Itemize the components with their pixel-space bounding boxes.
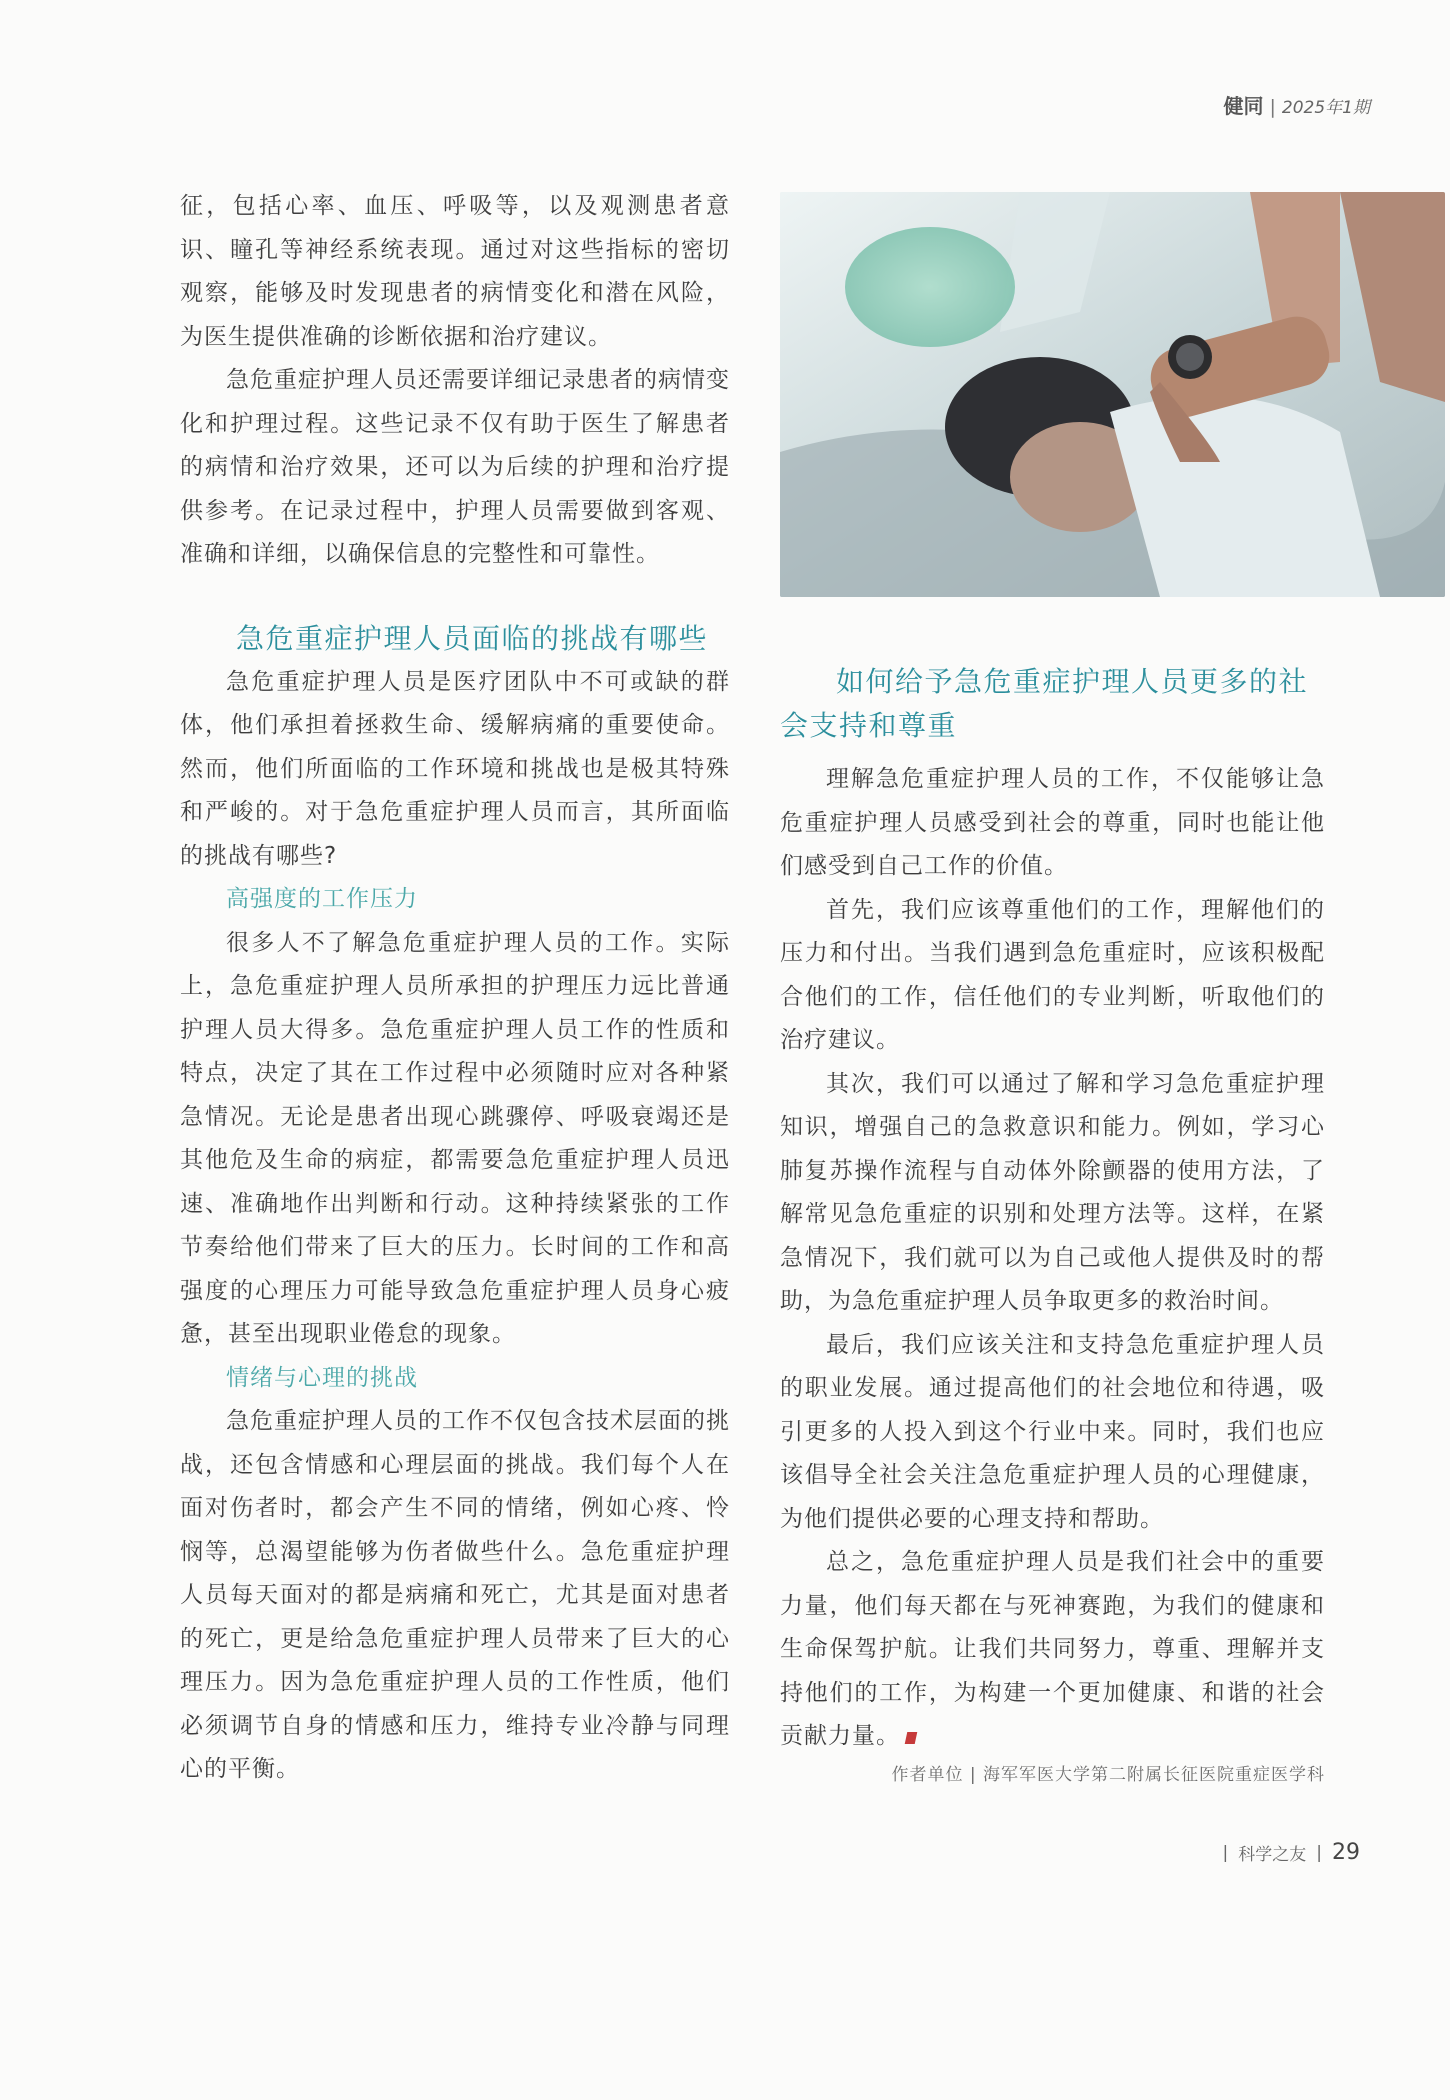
paragraph: 征，包括心率、血压、呼吸等，以及观测患者意识、瞳孔等神经系统表现。通过对这些指标的密切观察，能够及时发现患者的病情变化和潜在风险，为医生提供准确的诊断依据和治疗建议。	[180, 193, 730, 350]
paragraph: 理解急危重症护理人员的工作，不仅能够让急危重症护理人员感受到社会的尊重，同时也能让他们感受到自己工作的价值。	[780, 766, 1325, 879]
header-separator: |	[1269, 96, 1276, 118]
left-column	[180, 185, 730, 1792]
subheading-work-pressure: 高强度的工作压力	[226, 886, 418, 912]
paragraph-closing	[780, 1541, 1325, 1759]
subheading-emotional-challenge: 情绪与心理的挑战	[226, 1364, 418, 1391]
section-title-support: 如何给予急危重症护理人员更多的社会支持和尊重	[780, 665, 1309, 742]
closing-text: 总之，急危重症护理人员是我们社会中的重要力量，他们每天都在与死神赛跑，为我们的健康和生命保驾护航。让我们共同努力，尊重、理解并支持他们的工作，为构建一个更加健康、和谐的社会贡献力量。	[780, 1549, 1325, 1749]
page-footer	[1223, 1840, 1360, 1865]
journal-name: 健同	[1223, 94, 1264, 118]
paragraph: 很多人不了解急危重症护理人员的工作。实际上，急危重症护理人员所承担的护理压力远比普通护理人员大得多。急危重症护理人员工作的性质和特点，决定了其在工作过程中必须随时应对各种紧急情况。无论是患者出现心跳骤停、呼吸衰竭还是其他危及生命的病症，都需要急危重症护理人员迅速、准确地作出判断和行动。这种持续紧张的工作节奏给他们带来了巨大的压力。长时间的工作和高强度的心理压力可能导致急危重症护理人员身心疲惫，甚至出现职业倦怠的现象。	[180, 929, 730, 1347]
author-affiliation: 作者单位 | 海军军医大学第二附属长征医院重症医学科	[891, 1765, 1325, 1785]
paragraph: 急危重症护理人员是医疗团队中不可或缺的群体，他们承担着拯救生命、缓解病痛的重要使命。然而，他们所面临的工作环境和挑战也是极其特殊和严峻的。对于急危重症护理人员而言，其所面临的挑战有哪些?	[180, 668, 730, 869]
paragraph: 其次，我们可以通过了解和学习急危重症护理知识，增强自己的急救意识和能力。例如，学习心肺复苏操作流程与自动体外除颤器的使用方法，了解常见急危重症的识别和处理方法等。这样，在紧急情况下，我们就可以为自己或他人提供及时的帮助，为急危重症护理人员争取更多的救治时间。	[780, 1070, 1325, 1314]
section-title-challenges: 急危重症护理人员面临的挑战有哪些	[236, 621, 709, 655]
paragraph: 急危重症护理人员的工作不仅包含技术层面的挑战，还包含情感和心理层面的挑战。我们每个人在面对伤者时，都会产生不同的情绪，例如心疼、怜悯等，总渴望能够为伤者做些什么。急危重症护理人员每天面对的都是病痛和死亡，尤其是面对患者的死亡，更是给急危重症护理人员带来了巨大的心理压力。因为急危重症护理人员的工作性质，他们必须调节自身的情感和压力，维持专业冷静与同理心的平衡。	[180, 1408, 730, 1782]
issue-label: 2025年1期	[1281, 98, 1370, 118]
cpr-photo	[780, 192, 1445, 597]
page-number: 29	[1332, 1840, 1360, 1865]
end-of-article-mark	[905, 1732, 918, 1744]
running-header	[1224, 90, 1371, 119]
paragraph: 首先，我们应该尊重他们的工作，理解他们的压力和付出。当我们遇到急危重症时，应该积极配合他们的工作，信任他们的专业判断，听取他们的治疗建议。	[780, 896, 1325, 1053]
paragraph: 急危重症护理人员还需要详细记录患者的病情变化和护理过程。这些记录不仅有助于医生了解患者的病情和治疗效果，还可以为后续的护理和治疗提供参考。在记录过程中，护理人员需要做到客观、准确和详细，以确保信息的完整性和可靠性。	[180, 367, 730, 567]
magazine-name: 科学之友	[1238, 1845, 1307, 1865]
footer-separator: |	[1316, 1842, 1322, 1863]
footer-separator: |	[1222, 1842, 1229, 1863]
paragraph: 最后，我们应该关注和支持急危重症护理人员的职业发展。通过提高他们的社会地位和待遇，吸引更多的人投入到这个行业中来。同时，我们也应该倡导全社会关注急危重症护理人员的心理健康，为他们提供必要的心理支持和帮助。	[780, 1331, 1325, 1532]
right-column	[780, 660, 1325, 1759]
